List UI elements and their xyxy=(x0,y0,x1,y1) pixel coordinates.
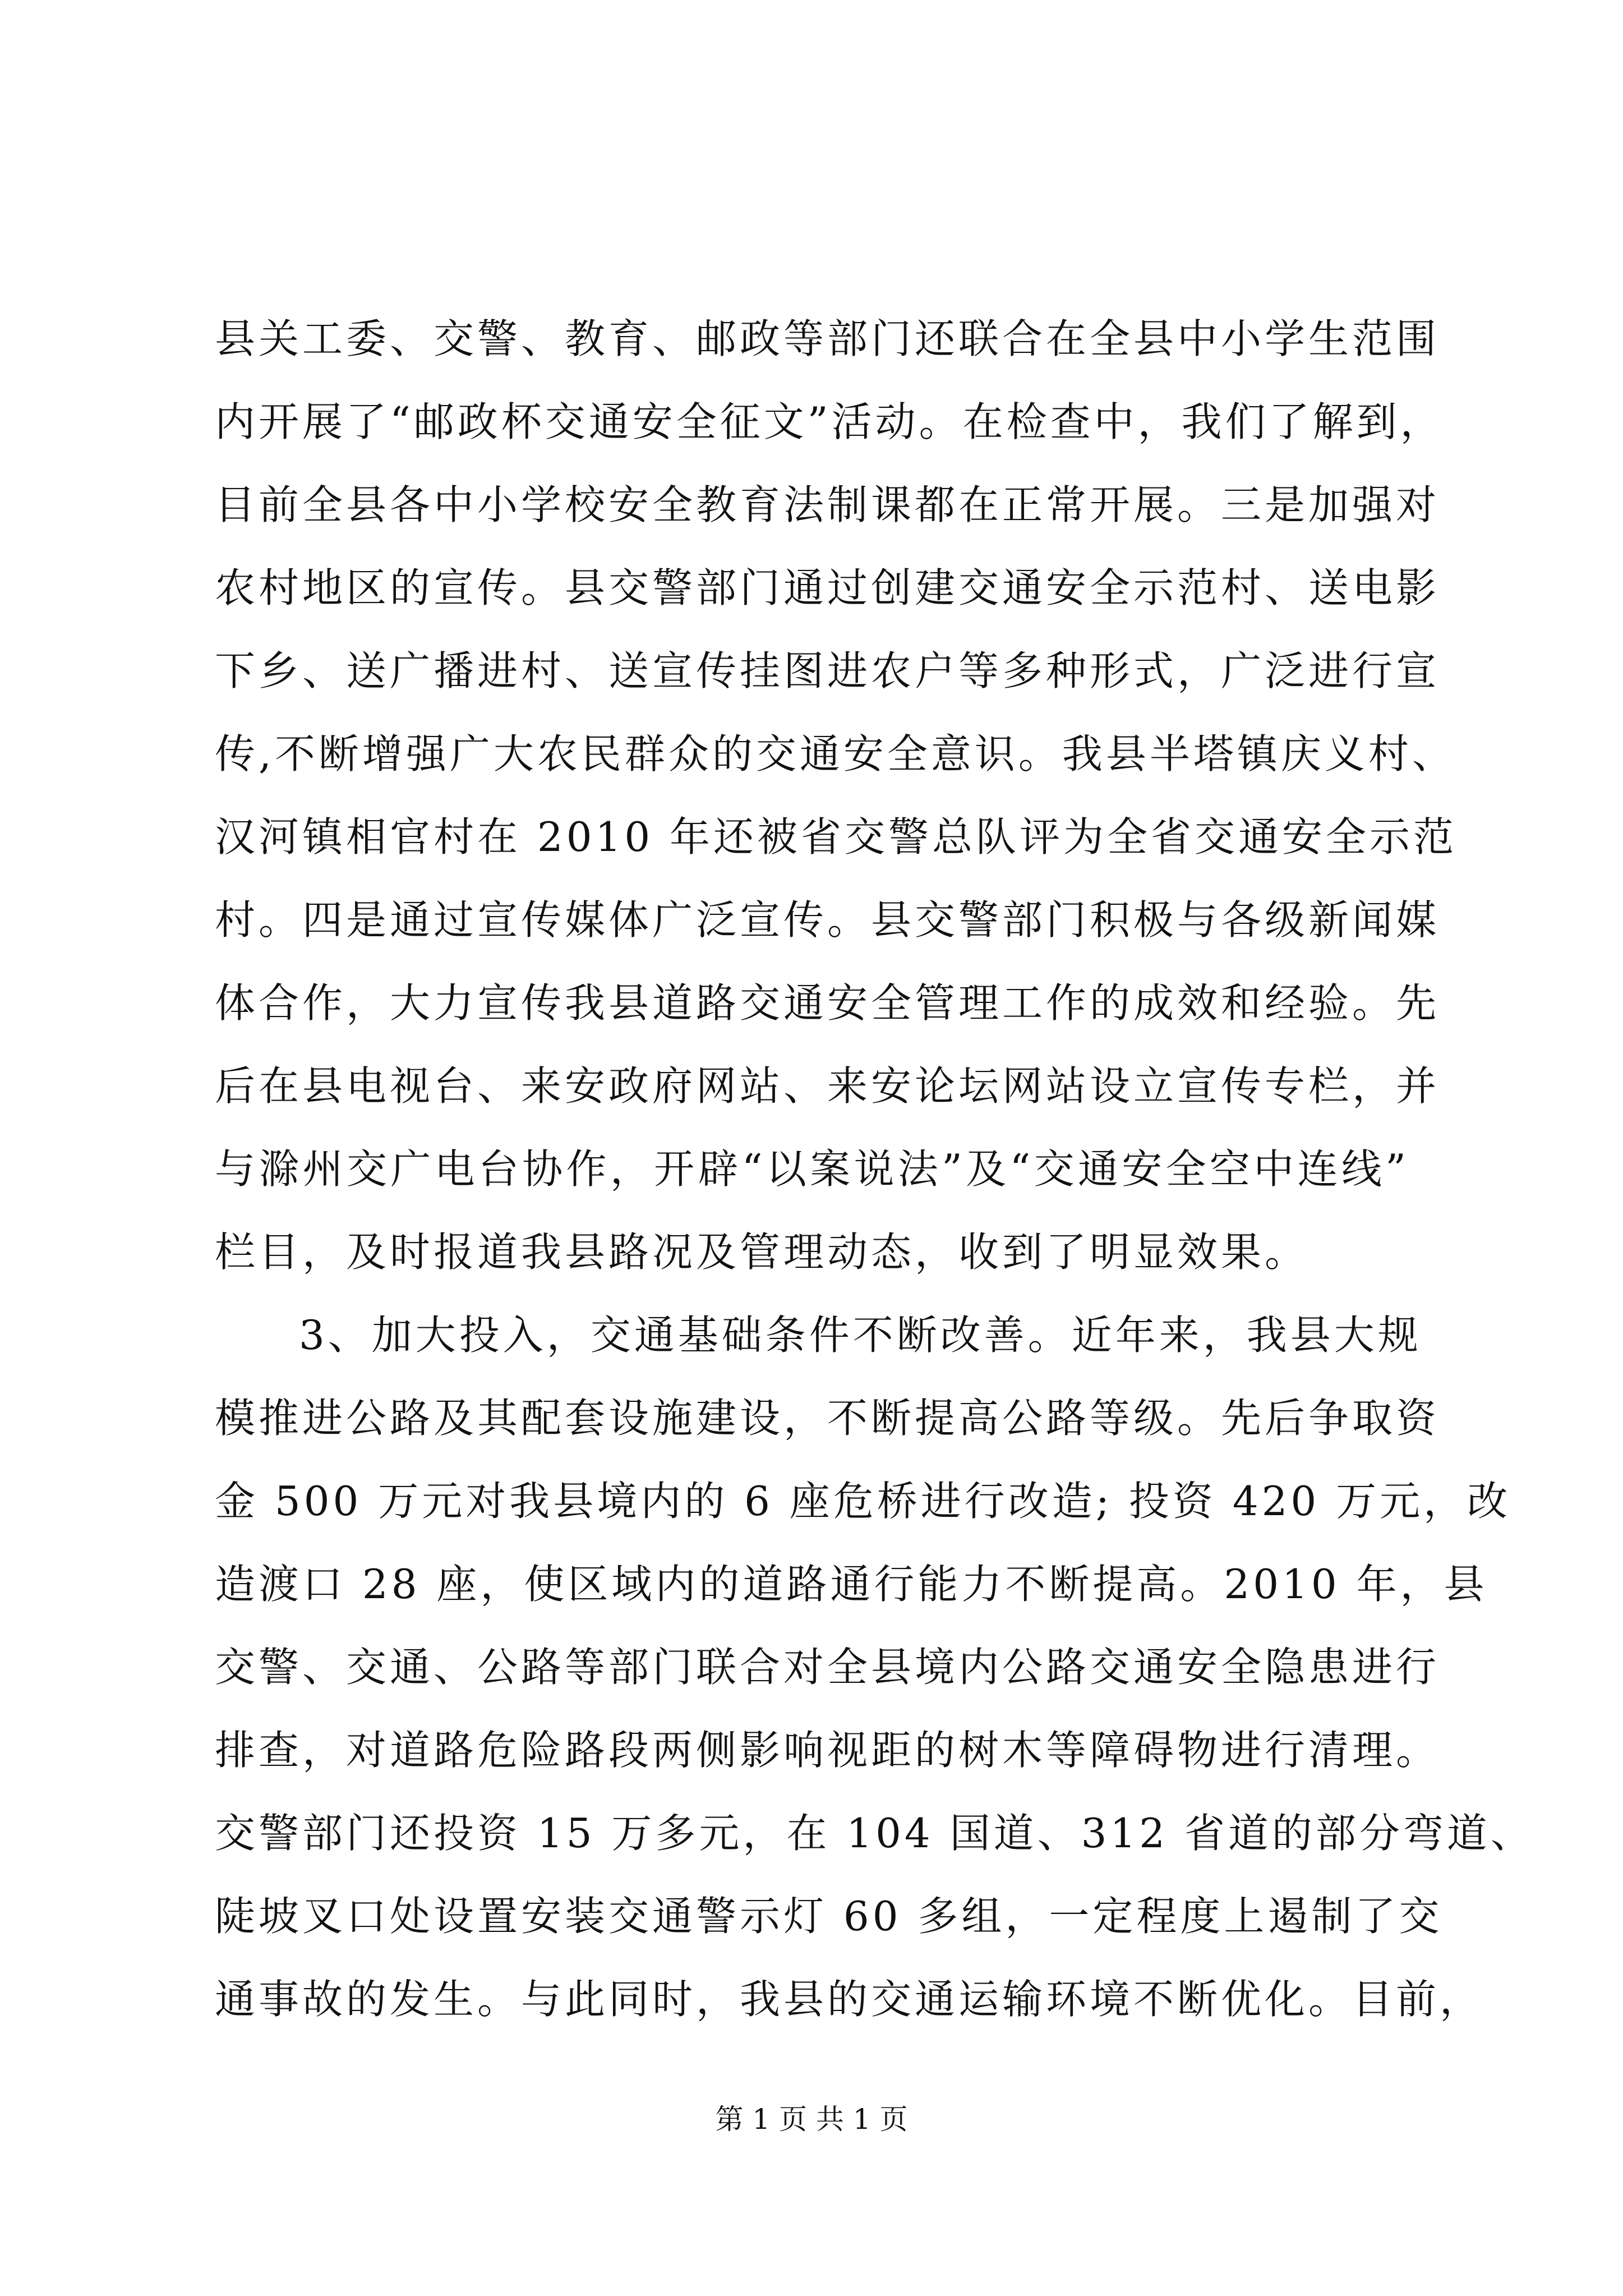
paragraph-last-line: 栏目，及时报道我县路况及管理动态，收到了明显效果。 xyxy=(215,1228,1309,1276)
text-line: 交警部门还投资 15 万多元，在 104 国道、312 省道的部分弯道、 xyxy=(215,1810,1534,1857)
text-line: 模推进公路及其配套设施建设，不断提高公路等级。先后争取资 xyxy=(215,1395,1440,1442)
text-line: 后在县电视台、来安政府网站、来安论坛网站设立宣传专栏，并 xyxy=(215,1062,1440,1110)
text-line: 陡坡叉口处设置安装交通警示灯 60 多组，一定程度上遏制了交 xyxy=(215,1893,1443,1940)
text-line: 交警、交通、公路等部门联合对全县境内公路交通安全隐患进行 xyxy=(215,1644,1440,1691)
text-line: 金 500 万元对我县境内的 6 座危桥进行改造; 投资 420 万元，改 xyxy=(215,1478,1511,1525)
text-line: 内开展了“邮政杯交通安全征文”活动。在检查中，我们了解到， xyxy=(215,398,1444,445)
text-line: 通事故的发生。与此同时，我县的交通运输环境不断优化。目前， xyxy=(215,1976,1484,2023)
text-line: 与滁州交广电台协作，开辟“以案说法”及“交通安全空中连线” xyxy=(215,1145,1409,1193)
text-line: 传,不断增强广大农民群众的交通安全意识。我县半塔镇庆义村、 xyxy=(215,730,1456,777)
text-line: 村。四是通过宣传媒体广泛宣传。县交警部门积极与各级新闻媒 xyxy=(215,896,1440,944)
text-line: 造渡口 28 座，使区域内的道路通行能力不断提高。2010 年，县 xyxy=(215,1561,1488,1608)
body-text xyxy=(215,297,1534,2041)
paragraph-first-line: 3、加大投入，交通基础条件不断改善。近年来，我县大规 xyxy=(299,1312,1422,1359)
text-line: 排查，对道路危险路段两侧影响视距的树木等障碍物进行清理。 xyxy=(215,1727,1440,1774)
text-line: 体合作，大力宣传我县道路交通安全管理工作的成效和经验。先 xyxy=(215,979,1440,1027)
page-footer: 第 1 页 共 1 页 xyxy=(715,2103,908,2136)
text-line: 汉河镇相官村在 2010 年还被省交警总队评为全省交通安全示范 xyxy=(215,813,1458,861)
text-line: 农村地区的宣传。县交警部门通过创建交通安全示范村、送电影 xyxy=(215,564,1440,611)
text-line: 目前全县各中小学校安全教育法制课都在正常开展。三是加强对 xyxy=(215,481,1440,528)
text-line: 下乡、送广播进村、送宣传挂图进农户等多种形式，广泛进行宣 xyxy=(215,647,1440,694)
text-line: 县关工委、交警、教育、邮政等部门还联合在全县中小学生范围 xyxy=(215,315,1440,362)
